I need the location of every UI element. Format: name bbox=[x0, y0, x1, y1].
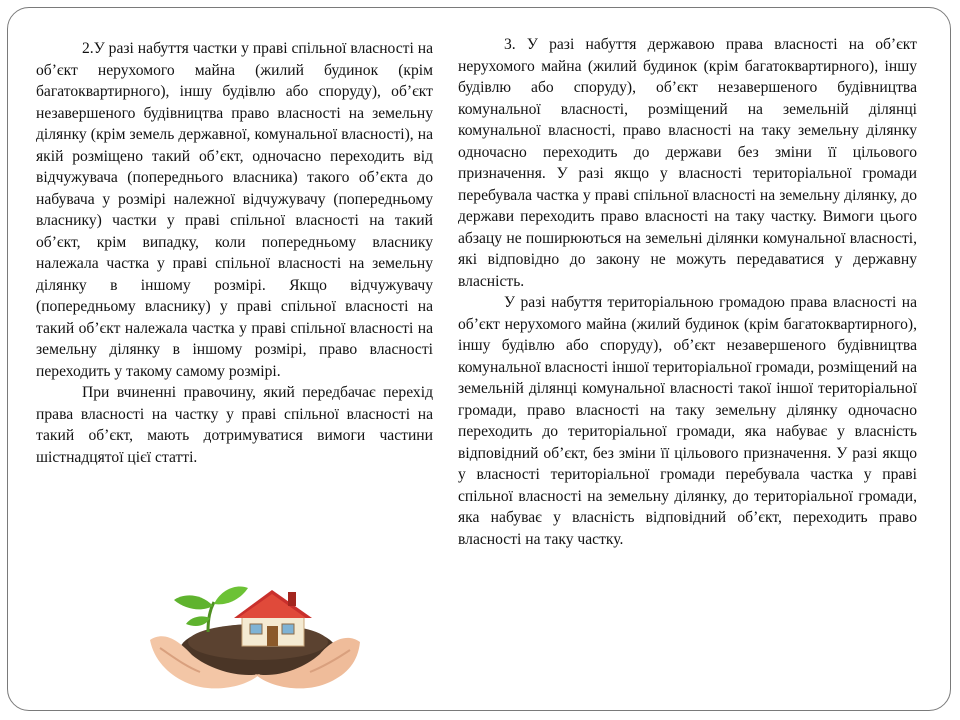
left-text-column bbox=[36, 38, 433, 468]
paragraph-transaction-requirement: При вчиненні правочину, який передбачає перехід права власності на частку у праві спільної власності на такий об’єкт, мають дотримуватися вимоги частини шістнадцятої цієї статті. bbox=[36, 384, 433, 466]
paragraph-territorial-community: У разі набуття територіальною громадою права власності на об’єкт нерухомого майна (жилий будинок (крім багатоквартирного), іншу будівлю або споруду), об’єкт незавершеного будівництва комунальної власності іншої територіальної громади, розміщений на земельній ділянці комунальної власності такої іншої територіальної громади, право власності на таку земельну ділянку одночасно переходить до територіальної громади, яка набуває у власність відповідний об’єкт, без зміни її цільового призначення. У разі якщо у власності територіальної громади перебувала частка у праві спільної власності на земельну ділянку, до територіальної громади, яка набуває у власність відповідний об’єкт, переходить право власності на таку частку. bbox=[458, 294, 917, 548]
paragraph-part-2: 2.У разі набуття частки у праві спільної власності на об’єкт нерухомого майна (жилий будинок (крім багатоквартирного), іншу будівлю або споруду), об’єкт незавершеного будівництва право власності на земельну ділянку (крім земель державної, комунальної власності), на якій розміщено такий об’єкт, одночасно переходить від відчужувача (попереднього власника) такого об’єкта до набувача у розмірі належної відчужувачу (попередньому власнику) частки у праві спільної власності на такий об’єкт, крім випадку, коли попередньому власнику належала частка у праві спільної власності на земельну ділянку в іншому розмірі. Якщо відчужувачу (попередньому власнику) у праві спільної власності на такий об’єкт належала частка у праві спільної власності на земельну ділянку в іншому розмірі, право власності переходить у такому самому розмірі. bbox=[36, 40, 433, 380]
paragraph-part-3: 3. У разі набуття державою права власності на об’єкт нерухомого майна (жилий будинок (крім багатоквартирного), іншу будівлю або споруду), об’єкт незавершеного будівництва комунальної власності, розміщений на земельній ділянці комунальної власності, право власності на таку земельну ділянку одночасно переходить до держави без зміни її цільового призначення. У разі якщо у власності територіальної громади перебувала частка у праві спільної власності на земельну ділянку, до держави переходить право власності на таку частку. Вимоги цього абзацу не поширюються на земельні ділянки комунальної власності, які відповідно до закону не можуть передаватися у державну власність. bbox=[458, 36, 917, 290]
hands-holding-house-and-sprout-icon bbox=[130, 570, 380, 710]
right-text-column bbox=[458, 34, 917, 550]
